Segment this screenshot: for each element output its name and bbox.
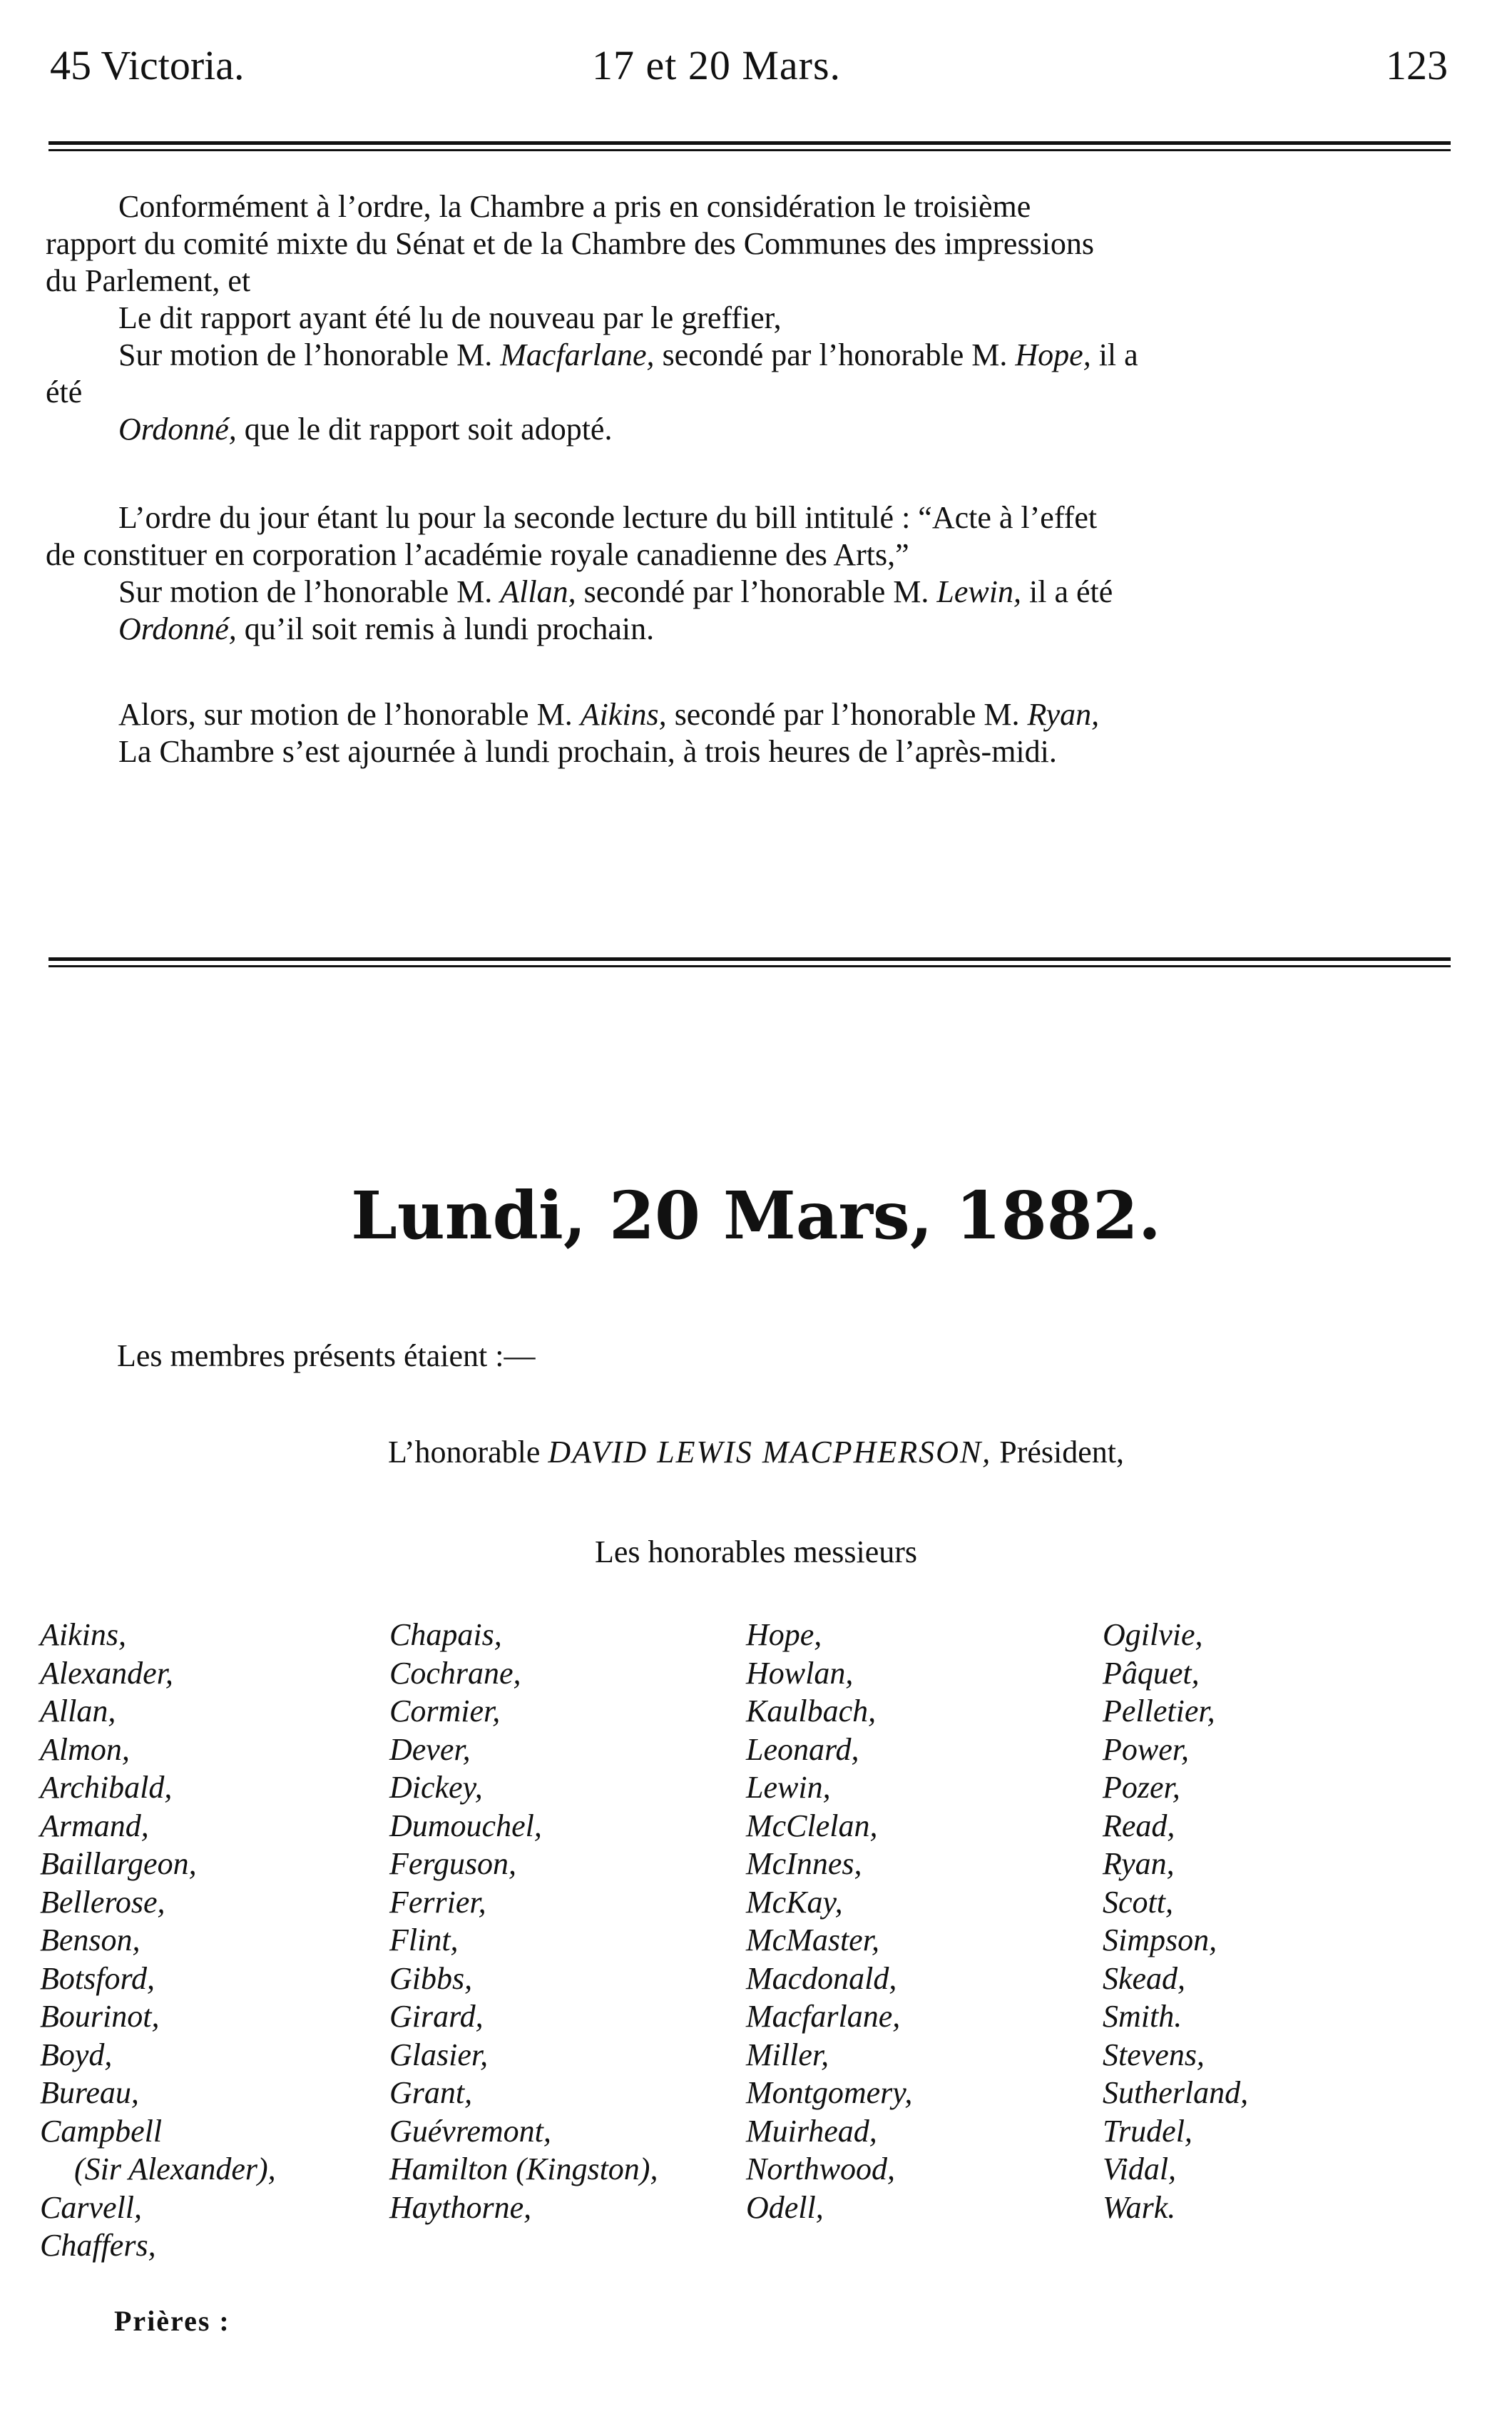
member-entry: Chaffers, bbox=[40, 2228, 156, 2263]
member-entry: McMaster, bbox=[746, 1922, 879, 1957]
running-head-center: 17 et 20 Mars. bbox=[592, 42, 842, 88]
member-entry: (Sir Alexander), bbox=[74, 2151, 276, 2186]
member-entry: Ogilvie, bbox=[1103, 1617, 1203, 1652]
member-entry: Chapais, bbox=[389, 1617, 502, 1652]
member-entry: Bellerose, bbox=[40, 1884, 165, 1920]
member-entry: Haythorne, bbox=[389, 2189, 532, 2225]
member-entry: Flint, bbox=[389, 1922, 459, 1957]
member-entry: Baillargeon, bbox=[40, 1846, 197, 1881]
text-run: Président, bbox=[991, 1435, 1125, 1470]
section-divider bbox=[48, 957, 1451, 967]
member-entry: Read, bbox=[1103, 1808, 1175, 1843]
member-entry: Kaulbach, bbox=[746, 1694, 877, 1728]
member-name: Ryan, bbox=[1027, 697, 1100, 732]
text-run: Sur motion de l’honorable M. bbox=[118, 337, 501, 372]
member-entry: Pâquet, bbox=[1103, 1655, 1200, 1691]
paragraph-report-adopted bbox=[46, 188, 1451, 448]
members-present-heading: Les membres présents étaient :— bbox=[117, 1338, 536, 1373]
text-line bbox=[46, 611, 1451, 648]
paragraph-adjournment bbox=[46, 696, 1451, 770]
member-entry: Guévremont, bbox=[389, 2113, 551, 2149]
member-entry: Dumouchel, bbox=[389, 1808, 542, 1843]
member-entry: Archibald, bbox=[40, 1770, 173, 1805]
member-entry: Leonard, bbox=[746, 1731, 859, 1767]
honorables-heading: Les honorables messieurs bbox=[594, 1534, 918, 1569]
member-name: Hope, bbox=[1015, 337, 1091, 372]
member-entry: Macfarlane, bbox=[746, 1999, 901, 2034]
member-name: Macfarlane, bbox=[500, 337, 655, 372]
member-entry: Armand, bbox=[40, 1808, 149, 1843]
paragraph-bill-second-reading bbox=[46, 499, 1451, 648]
president-name: DAVID LEWIS MACPHERSON, bbox=[548, 1435, 992, 1470]
text-line: du Parlement, et bbox=[46, 263, 251, 298]
member-entry: Gibbs, bbox=[389, 1960, 473, 1996]
text-run: que le dit rapport soit adopté. bbox=[236, 412, 613, 447]
member-entry: Smith. bbox=[1103, 1999, 1182, 2034]
member-entry: McClelan, bbox=[746, 1808, 878, 1843]
member-entry: Sutherland, bbox=[1103, 2075, 1249, 2110]
text-line bbox=[46, 574, 1451, 611]
member-entry: Benson, bbox=[40, 1922, 141, 1957]
members-list bbox=[40, 1616, 1466, 2263]
member-entry: Allan, bbox=[40, 1694, 116, 1728]
member-entry: Carvell, bbox=[40, 2189, 142, 2225]
running-head bbox=[50, 41, 1448, 98]
text-line: été bbox=[46, 375, 83, 409]
text-run: il a été bbox=[1021, 574, 1113, 609]
text-line: L’ordre du jour étant lu pour la seconde lecture du bill intitulé : “Acte à l’effet bbox=[118, 500, 1098, 535]
text-line: La Chambre s’est ajournée à lundi prochain, à trois heures de l’après-midi. bbox=[118, 734, 1057, 769]
ordonne-label: Ordonné, bbox=[118, 412, 237, 447]
text-line bbox=[46, 696, 1451, 733]
member-entry: Girard, bbox=[389, 1999, 484, 2034]
text-run: secondé par l’honorable M. bbox=[654, 337, 1016, 372]
member-name: Allan, bbox=[500, 574, 576, 609]
member-entry: Ryan, bbox=[1103, 1846, 1175, 1881]
prieres-heading: Prières : bbox=[114, 2305, 230, 2337]
member-entry: Dever, bbox=[389, 1731, 471, 1767]
member-entry: Vidal, bbox=[1103, 2151, 1177, 2186]
text-line bbox=[46, 411, 1451, 448]
member-entry: Muirhead, bbox=[746, 2113, 877, 2149]
president-line bbox=[0, 1434, 1512, 1470]
member-entry: Howlan, bbox=[746, 1655, 854, 1691]
member-name: Aikins, bbox=[580, 697, 667, 732]
text-run: secondé par l’honorable M. bbox=[576, 574, 937, 609]
members-column-2 bbox=[389, 1616, 658, 2226]
text-line bbox=[46, 337, 1451, 374]
member-entry: Glasier, bbox=[389, 2037, 489, 2072]
member-entry: Montgomery, bbox=[746, 2075, 913, 2110]
member-entry: Ferrier, bbox=[389, 1884, 486, 1920]
member-entry: Power, bbox=[1103, 1731, 1189, 1767]
ordonne-label: Ordonné, bbox=[118, 611, 237, 646]
member-name: Lewin, bbox=[936, 574, 1021, 609]
text-run: secondé par l’honorable M. bbox=[666, 697, 1028, 732]
member-entry: Aikins, bbox=[40, 1617, 126, 1652]
member-entry: Dickey, bbox=[389, 1770, 483, 1805]
member-entry: Miller, bbox=[746, 2037, 829, 2072]
member-entry: Pozer, bbox=[1103, 1770, 1180, 1805]
members-column-4 bbox=[1103, 1616, 1248, 2226]
text-run: Sur motion de l’honorable M. bbox=[118, 574, 501, 609]
member-entry: Ferguson, bbox=[389, 1846, 517, 1881]
member-entry: Campbell bbox=[40, 2113, 163, 2149]
text-run: qu’il soit remis à lundi prochain. bbox=[236, 611, 655, 646]
members-column-1 bbox=[40, 1616, 276, 2265]
text-line: Le dit rapport ayant été lu de nouveau par le greffier, bbox=[118, 300, 782, 335]
member-entry: Trudel, bbox=[1103, 2113, 1192, 2149]
text-line: rapport du comité mixte du Sénat et de la Chambre des Communes des impressions bbox=[46, 226, 1095, 261]
member-entry: Northwood, bbox=[746, 2151, 896, 2186]
member-entry: Macdonald, bbox=[746, 1960, 897, 1996]
text-run: il a bbox=[1090, 337, 1138, 372]
member-entry: Lewin, bbox=[746, 1770, 831, 1805]
member-entry: Bourinot, bbox=[40, 1999, 160, 2034]
member-entry: Wark. bbox=[1103, 2189, 1176, 2225]
member-entry: Hope, bbox=[746, 1617, 822, 1652]
member-entry: Stevens, bbox=[1103, 2037, 1205, 2072]
page-number: 123 bbox=[1386, 42, 1448, 88]
member-entry: Cochrane, bbox=[389, 1655, 521, 1691]
member-entry: Pelletier, bbox=[1103, 1694, 1215, 1728]
text-line: Conformément à l’ordre, la Chambre a pris en considération le troisième bbox=[118, 189, 1031, 224]
session-title: Lundi, 20 Mars, 1882. bbox=[351, 1177, 1161, 1254]
member-entry: Alexander, bbox=[40, 1655, 173, 1691]
member-entry: Hamilton (Kingston), bbox=[389, 2151, 658, 2186]
members-column-3 bbox=[746, 1616, 912, 2226]
member-entry: McInnes, bbox=[746, 1846, 862, 1881]
member-entry: Boyd, bbox=[40, 2037, 113, 2072]
member-entry: Odell, bbox=[746, 2189, 824, 2225]
member-entry: Cormier, bbox=[389, 1694, 501, 1728]
text-run: Alors, sur motion de l’honorable M. bbox=[118, 697, 581, 732]
running-head-left: 45 Victoria. bbox=[50, 42, 245, 88]
text-line: de constituer en corporation l’académie royale canadienne des Arts,” bbox=[46, 537, 909, 572]
text-run: L’honorable bbox=[387, 1435, 548, 1470]
member-entry: Skead, bbox=[1103, 1960, 1186, 1996]
member-entry: McKay, bbox=[746, 1884, 843, 1920]
member-entry: Almon, bbox=[40, 1731, 130, 1767]
member-entry: Grant, bbox=[389, 2075, 473, 2110]
member-entry: Botsford, bbox=[40, 1960, 155, 1996]
member-entry: Simpson, bbox=[1103, 1922, 1217, 1957]
header-rule bbox=[48, 141, 1451, 151]
member-entry: Scott, bbox=[1103, 1884, 1173, 1920]
member-entry: Bureau, bbox=[40, 2075, 139, 2110]
